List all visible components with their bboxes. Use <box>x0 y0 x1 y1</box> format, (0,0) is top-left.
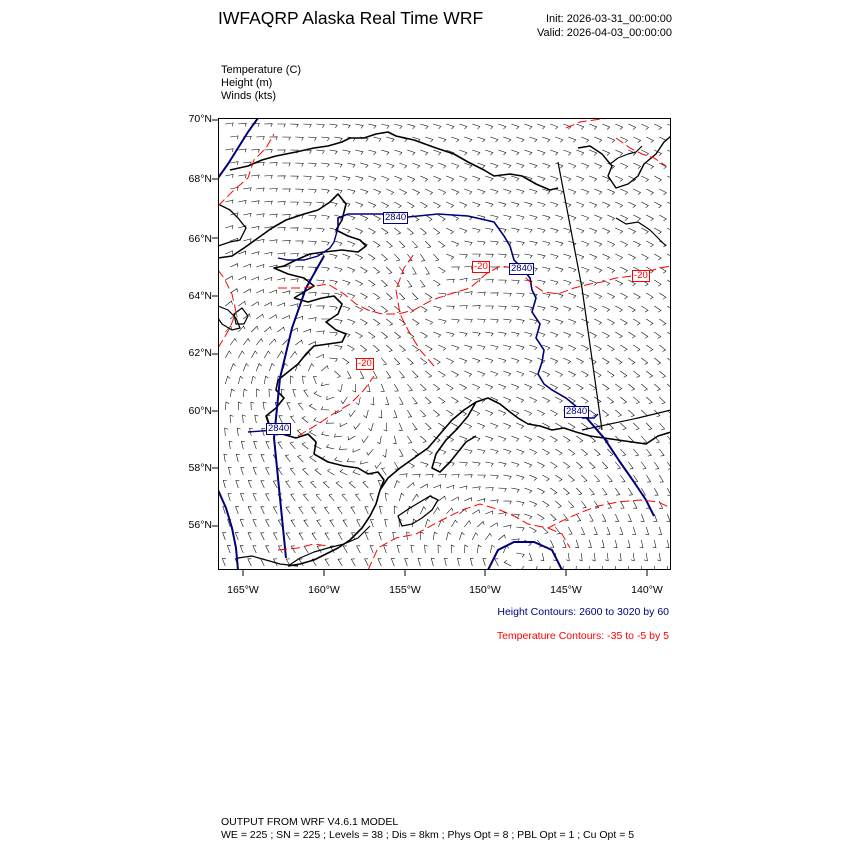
lon-ticks <box>218 570 671 576</box>
model-info-line-2: WE = 225 ; SN = 225 ; Levels = 38 ; Dis = 8km ; Phys Opt = 8 ; PBL Opt = 1 ; Cu Opt = 5 <box>221 829 635 841</box>
field-label-winds: Winds (kts) <box>221 90 276 102</box>
height-contours-note: Height Contours: 2600 to 3020 by 60 <box>497 606 669 618</box>
map-title: IWFAQRP Alaska Real Time WRF <box>218 8 484 28</box>
model-info-line-1: OUTPUT FROM WRF V4.6.1 MODEL <box>221 816 399 828</box>
lon-label: 165°W <box>227 584 259 596</box>
temperature-contours-note: Temperature Contours: -35 to -5 by 5 <box>496 630 669 642</box>
map-canvas <box>218 118 671 570</box>
height-contour-label: 2840 <box>268 423 290 434</box>
height-contour-label: 2840 <box>511 263 533 274</box>
lat-label: 58°N <box>188 462 212 474</box>
lon-label: 140°W <box>631 584 663 596</box>
field-label-temperature: Temperature (C) <box>221 64 302 76</box>
lat-label: 56°N <box>188 519 212 531</box>
valid-time: Valid: 2026-04-03_00:00:00 <box>537 27 672 39</box>
temperature-contours <box>218 118 671 570</box>
lon-label: 155°W <box>389 584 421 596</box>
lat-label: 68°N <box>188 173 212 185</box>
lon-label: 145°W <box>550 584 582 596</box>
wind-barbs <box>222 123 671 570</box>
lon-label: 150°W <box>469 584 501 596</box>
political-border <box>558 162 671 430</box>
lat-label: 66°N <box>188 233 212 245</box>
lat-label: 62°N <box>188 347 212 359</box>
temperature-contour-label: -20 <box>474 261 488 272</box>
lat-ticks <box>212 118 218 570</box>
map-panel <box>218 118 671 570</box>
lon-label: 160°W <box>308 584 340 596</box>
height-contour-label: 2840 <box>566 406 588 417</box>
field-label-height: Height (m) <box>221 77 273 89</box>
lat-label: 64°N <box>188 290 212 302</box>
temperature-contour-label: -20 <box>358 358 372 369</box>
lat-label: 60°N <box>188 405 212 417</box>
init-time: Init: 2026-03-31_00:00:00 <box>546 13 672 25</box>
temperature-contour-label: -20 <box>634 270 648 281</box>
wind-barb-field <box>222 123 671 570</box>
lat-label: 70°N <box>188 113 212 125</box>
height-contour-label: 2840 <box>385 212 407 223</box>
